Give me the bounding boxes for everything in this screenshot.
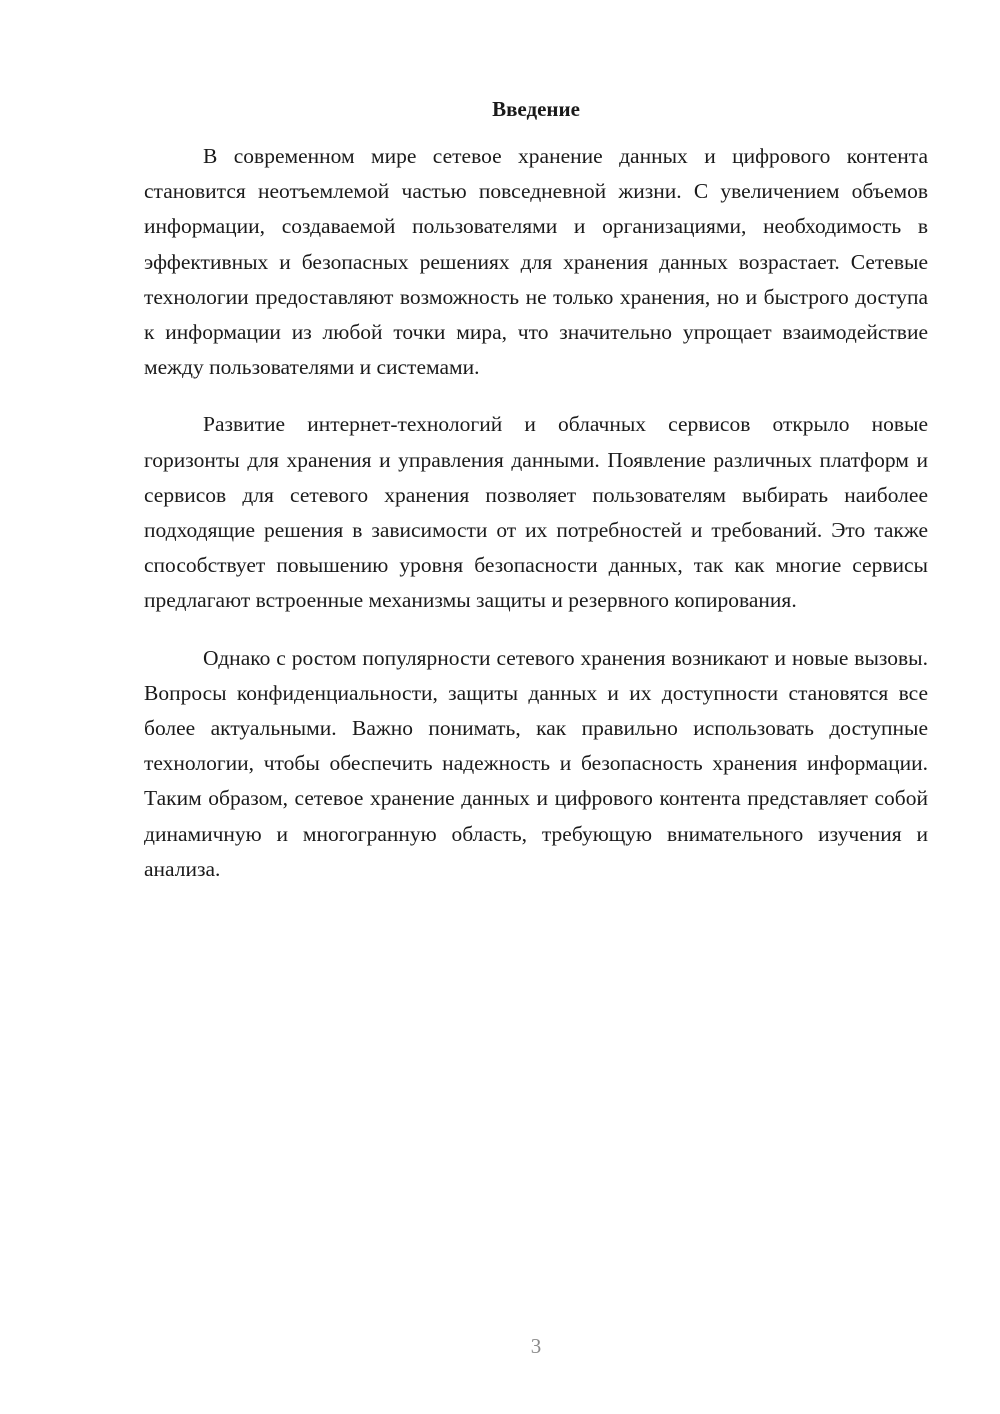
paragraph-3: Однако с ростом популярности сетевого хранения возникают и новые вызовы. Вопросы конфиденциальности, защиты данных и их доступности становятся все более актуальными. Важно понимать, как правильно использовать доступные технологии, чтобы обеспечить надежность и безопасность хранения информации. Таким образом, сетевое хранение данных и цифрового контента представляет собой динамичную и многогранную область, требующую внимательного изучения и анализа. [144,645,928,881]
page-number-footer [0,1332,1000,1360]
paragraph-1: В современном мире сетевое хранение данных и цифрового контента становится неотъемлемой частью повседневной жизни. С увеличением объемов информации, создаваемой пользователями и организациями, необходимость в эффективных и безопасных решениях для хранения данных возрастает. Сетевые технологии предоставляют возможность не только хранения, но и быстрого доступа к информации из любой точки мира, что значительно упрощает взаимодействие между пользователями и системами. [144,144,928,380]
page-number: 3 [530,1334,542,1358]
document-body [144,92,928,909]
paragraph-2: Развитие интернет-технологий и облачных сервисов открыло новые горизонты для хранения и управления данными. Появление различных платформ и сервисов для сетевого хранения позволяет пользователям выбирать наиболее подходящие решения в зависимости от их потребностей и требований. Это также способствует повышению уровня безопасности данных, так как многие сервисы предлагают встроенные механизмы защиты и резервного копирования. [144,412,928,613]
section-title: Введение [492,97,580,121]
